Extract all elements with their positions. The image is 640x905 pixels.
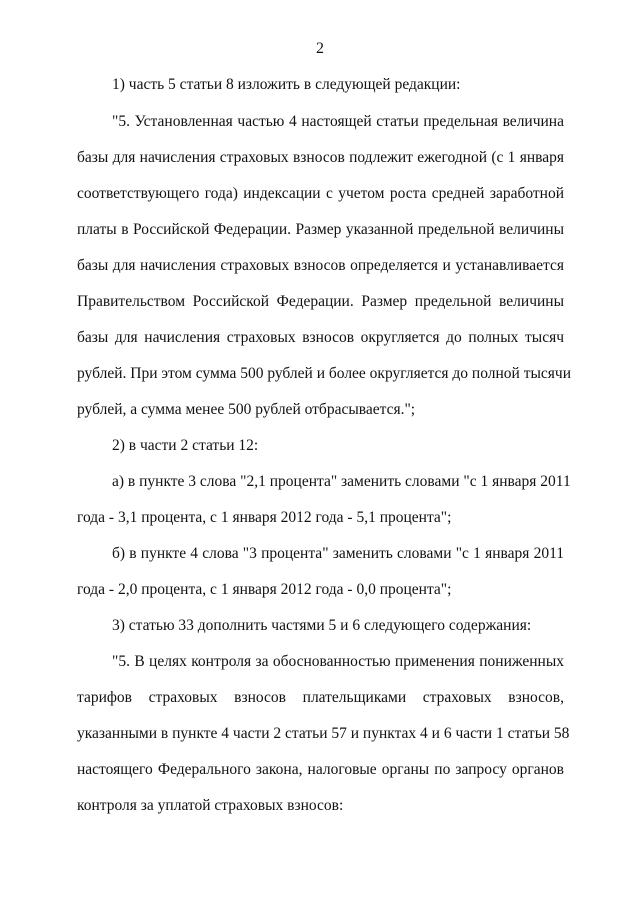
text-line: а) в пункте 3 слова "2,1 процента" заменить словами "с 1 января 2011 <box>112 473 571 490</box>
text-line: тарифов страховых взносов плательщиками страховых взносов, <box>77 689 564 706</box>
text-line: 3) статью 33 дополнить частями 5 и 6 следующего содержания: <box>112 617 532 634</box>
text-line: 1) часть 5 статьи 8 изложить в следующей редакции: <box>112 76 461 93</box>
text-line: года - 2,0 процента, с 1 января 2012 года - 0,0 процента"; <box>77 581 452 598</box>
text-line: рублей, а сумма менее 500 рублей отбрасывается."; <box>77 401 416 418</box>
text-line: платы в Российской Федерации. Размер указанной предельной величины <box>77 221 564 238</box>
page-number: 2 <box>316 40 324 57</box>
text-line: рублей. При этом сумма 500 рублей и более округляется до полной тысячи <box>77 365 572 382</box>
text-line: года - 3,1 процента, с 1 января 2012 года - 5,1 процента"; <box>77 509 452 526</box>
text-line: настоящего Федерального закона, налоговые органы по запросу органов <box>77 761 564 778</box>
text-line: контроля за уплатой страховых взносов: <box>77 797 344 814</box>
text-line: б) в пункте 4 слова "3 процента" заменить словами "с 1 января 2011 <box>112 545 564 562</box>
text-line: "5. В целях контроля за обоснованностью применения пониженных <box>112 653 564 670</box>
text-line: базы для начисления страховых взносов определяется и устанавливается <box>77 257 564 274</box>
text-line: Правительством Российской Федерации. Размер предельной величины <box>77 293 564 310</box>
text-line: соответствующего года) индексации с учетом роста средней заработной <box>77 185 564 202</box>
text-line: базы для начисления страховых взносов округляется до полных тысяч <box>77 329 564 346</box>
text-line: указанными в пункте 4 части 2 статьи 57 и пунктах 4 и 6 части 1 статьи 58 <box>77 725 570 742</box>
text-line: "5. Установленная частью 4 настоящей статьи предельная величина <box>112 113 564 130</box>
text-line: 2) в части 2 статьи 12: <box>112 437 259 454</box>
text-line: базы для начисления страховых взносов подлежит ежегодной (с 1 января <box>77 149 564 166</box>
